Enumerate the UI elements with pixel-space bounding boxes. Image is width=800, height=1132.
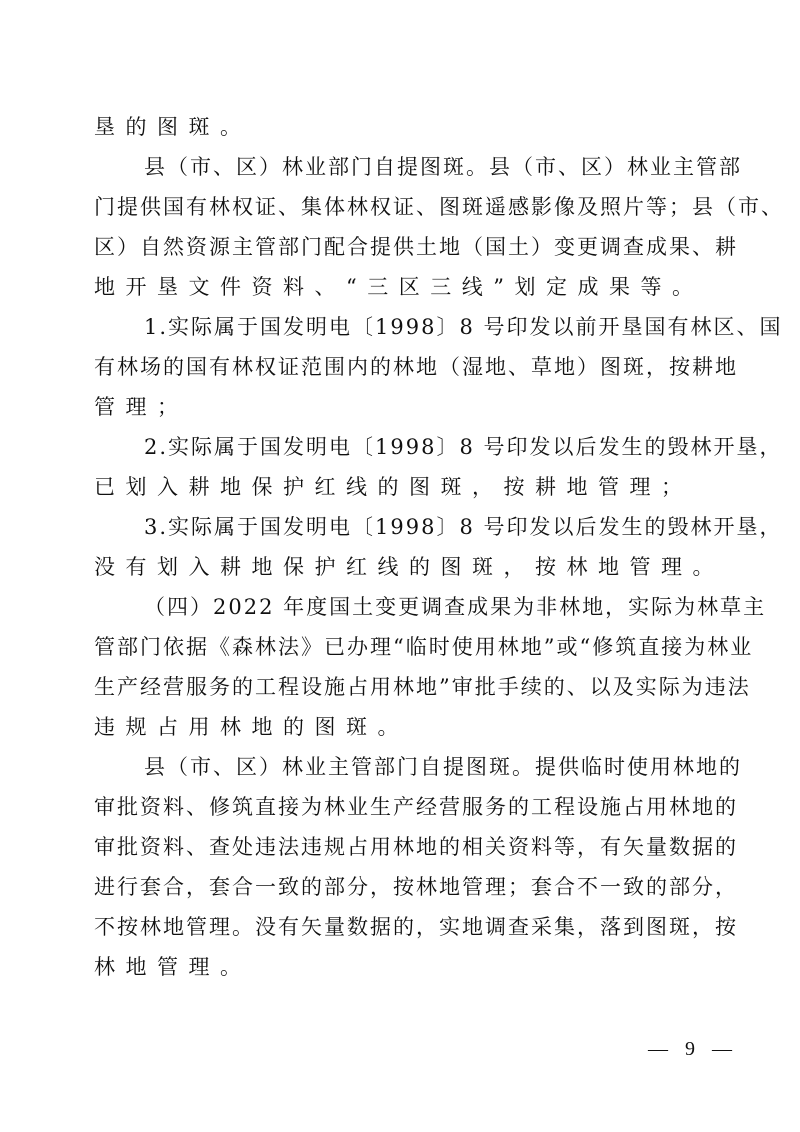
text-line: 3.实际属于国发明电〔1998〕8 号印发以后发生的毁林开垦， xyxy=(144,515,783,539)
text-line: 进行套合，套合一致的部分，按林地管理；套合不一致的部分， xyxy=(94,875,738,899)
text-line: 不按林地管理。没有矢量数据的，实地调查采集，落到图斑，按 xyxy=(94,915,738,939)
paragraph xyxy=(94,587,767,747)
text-line: （四）2022 年度国土变更调查成果为非林地，实际为林草主 xyxy=(144,595,767,619)
paragraph xyxy=(94,147,784,307)
page-number: — 9 — xyxy=(648,1038,738,1060)
text-line: 垦的图斑。 xyxy=(94,115,252,139)
text-line: 县（市、区）林业部门自提图斑。县（市、区）林业主管部 xyxy=(144,155,742,179)
text-line: 区）自然资源主管部门配合提供土地（国土）变更调查成果、耕 xyxy=(94,235,738,259)
document-body xyxy=(94,107,784,987)
text-line: 有林场的国有林权证范围内的林地（湿地、草地）图斑，按耕地 xyxy=(94,355,738,379)
text-line: 审批资料、查处违法违规占用林地的相关资料等，有矢量数据的 xyxy=(94,835,738,859)
text-line: 1.实际属于国发明电〔1998〕8 号印发以前开垦国有林区、国 xyxy=(144,315,783,339)
paragraph xyxy=(94,747,742,987)
text-line: 违规占用林地的图斑。 xyxy=(94,715,409,739)
text-line: 已划入耕地保护红线的图斑，按耕地管理； xyxy=(94,475,693,499)
text-line: 门提供国有林权证、集体林权证、图斑遥感影像及照片等；县（市、 xyxy=(94,195,784,219)
paragraph xyxy=(94,507,783,587)
text-line: 审批资料、修筑直接为林业生产经营服务的工程设施占用林地的 xyxy=(94,795,738,819)
text-line: 管部门依据《森林法》已办理“临时使用林地”或“修筑直接为林业 xyxy=(94,635,754,659)
paragraph xyxy=(94,307,783,427)
text-line: 2.实际属于国发明电〔1998〕8 号印发以后发生的毁林开垦， xyxy=(144,435,783,459)
paragraph xyxy=(94,427,783,507)
text-line: 生产经营服务的工程设施占用林地”审批手续的、以及实际为违法 xyxy=(94,675,751,699)
text-line: 没有划入耕地保护红线的图斑，按林地管理。 xyxy=(94,555,724,579)
text-line: 县（市、区）林业主管部门自提图斑。提供临时使用林地的 xyxy=(144,755,742,779)
paragraph xyxy=(94,107,712,147)
text-line: 管理； xyxy=(94,395,189,419)
text-line: 地开垦文件资料、“三区三线”划定成果等。 xyxy=(94,275,704,299)
text-line: 林地管理。 xyxy=(94,955,252,979)
